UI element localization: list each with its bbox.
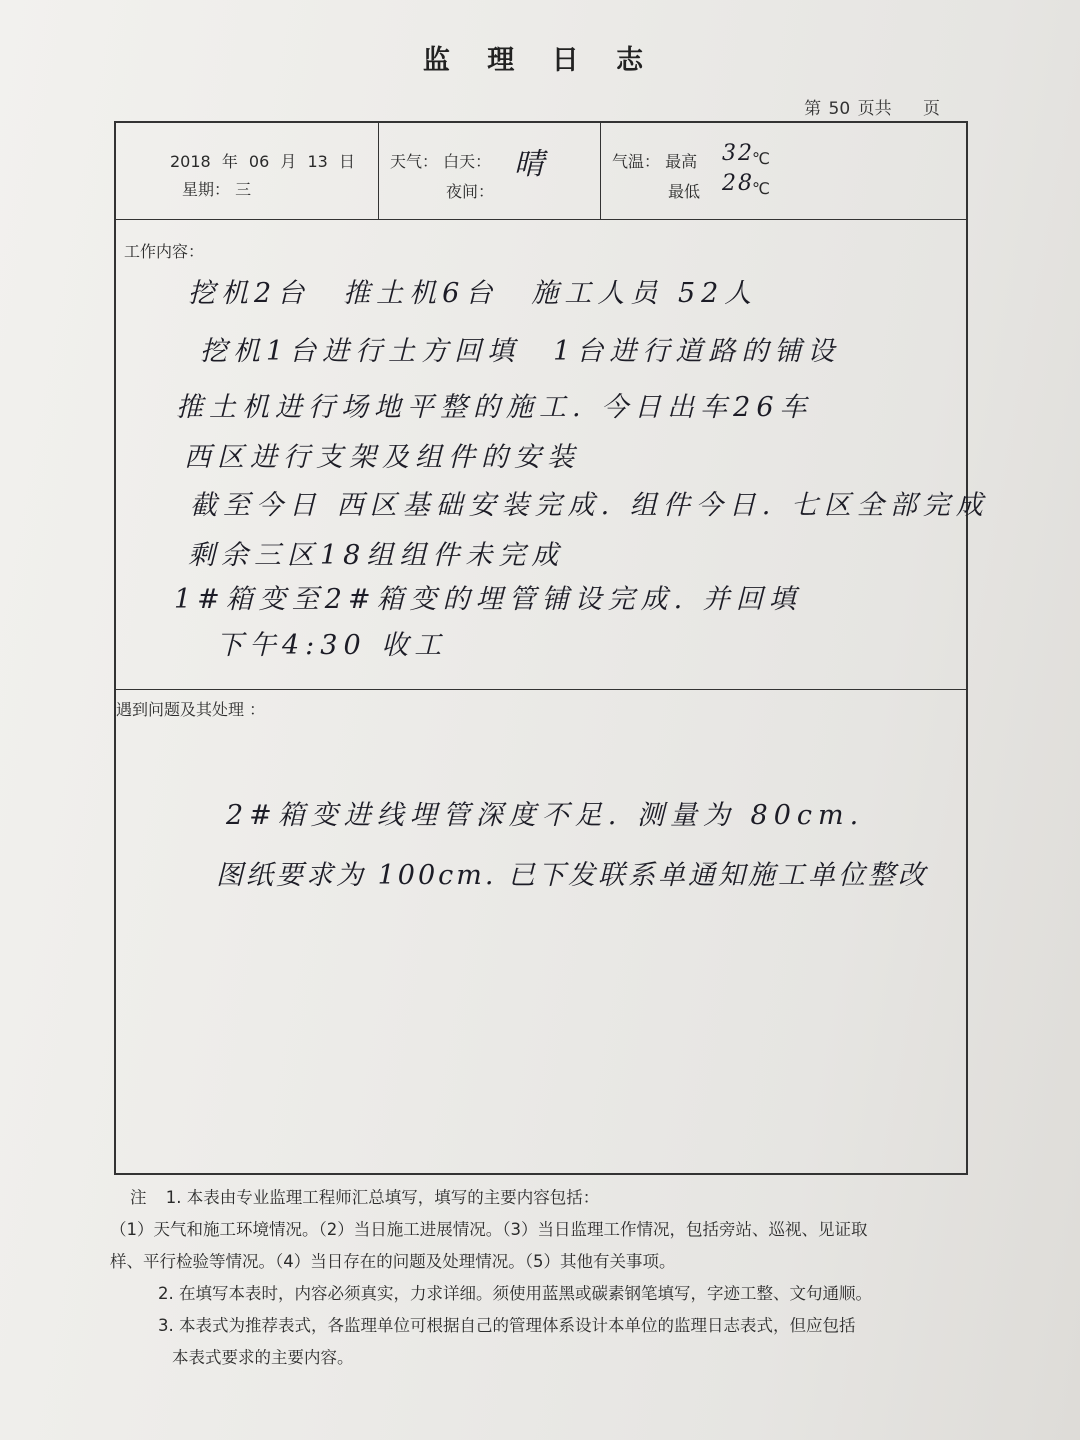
note-line-5: 3. 本表式为推荐表式，各监理单位可根据自己的管理体系设计本单位的监理日志表式，但应包括 <box>158 1316 856 1335</box>
high-temp-unit: ℃ <box>752 149 770 168</box>
weekday-cell <box>182 177 251 200</box>
problem-line: 图纸要求为 100cm. 已下发联系单通知施工单位整改 <box>216 860 929 891</box>
night-weather-label: 夜间： <box>446 182 495 201</box>
page-mid: 页共 <box>857 99 892 119</box>
temp-high-row <box>612 149 697 172</box>
page-suffix: 页 <box>923 99 940 119</box>
page-title: 监 理 日 志 <box>422 45 658 76</box>
day-unit: 日 <box>338 152 355 171</box>
work-line: 截至今日 西区基础安装完成. 组件今日. 七区全部完成 <box>190 490 989 521</box>
notes-prefix: 注 <box>130 1188 147 1207</box>
header-vline-2 <box>600 123 601 219</box>
work-line: 西区进行支架及组件的安装 <box>184 442 580 473</box>
day-value: 13 <box>307 152 328 171</box>
notes-section <box>110 1182 990 1374</box>
work-content-label: 工作内容： <box>124 242 205 261</box>
problems-label: 遇到问题及其处理 ： <box>116 700 266 719</box>
page-number-value: 50 <box>828 99 851 119</box>
temp-label: 气温： <box>612 152 661 171</box>
header-divider <box>116 219 966 220</box>
day-weather-label: 白天： <box>443 152 492 171</box>
day-weather-value: 晴 <box>514 147 544 182</box>
note-line-2: （1）天气和施工环境情况。（2）当日施工进展情况。（3）当日监理工作情况，包括旁站、巡视、见证取 <box>110 1220 868 1239</box>
work-line: 挖机1台进行土方回填 1台进行道路的铺设 <box>200 336 841 367</box>
work-line: 1#箱变至2#箱变的埋管铺设完成. 并回填 <box>174 584 802 615</box>
note-text-1: 1. 本表由专业监理工程师汇总填写，填写的主要内容包括： <box>165 1188 600 1207</box>
note-line-3: 样、平行检验等情况。（4）当日存在的问题及处理情况。（5）其他有关事项。 <box>110 1252 676 1271</box>
weather-day-row <box>390 149 491 172</box>
high-temp-value: 32 <box>722 141 754 166</box>
low-label: 最低 <box>668 182 701 201</box>
weekday-label: 星期： <box>182 180 231 199</box>
work-line: 挖机2台 推土机6台 施工人员 52人 <box>188 278 758 309</box>
month-value: 06 <box>248 152 270 171</box>
page-prefix: 第 <box>804 99 822 119</box>
work-line: 推土机进行场地平整的施工. 今日出车26车 <box>176 392 813 423</box>
month-unit: 月 <box>280 152 297 171</box>
note-line-1 <box>110 1182 990 1214</box>
year-unit: 年 <box>221 152 238 171</box>
note-line-4: 2. 在填写本表时，内容必须真实，力求详细。须使用蓝黑或碳素钢笔填写，字迹工整、文句通顺。 <box>158 1284 872 1303</box>
low-temp-unit: ℃ <box>752 179 770 198</box>
page-number <box>802 94 940 119</box>
log-table <box>114 121 989 1175</box>
weather-label: 天气： <box>390 152 439 171</box>
low-temp-value: 28 <box>722 171 754 196</box>
note-line-6: 本表式要求的主要内容。 <box>172 1348 354 1367</box>
section-divider <box>116 689 966 690</box>
problem-line: 2#箱变进线埋管深度不足. 测量为 80cm. <box>226 800 865 831</box>
date-cell <box>170 149 355 172</box>
work-line: 剩余三区18组组件未完成 <box>188 540 565 571</box>
work-line: 下午4:30 收工 <box>216 630 448 661</box>
high-label: 最高 <box>665 152 698 171</box>
year-value: 2018 <box>170 152 211 171</box>
weekday-value: 三 <box>235 180 252 199</box>
header-vline-1 <box>378 123 379 219</box>
